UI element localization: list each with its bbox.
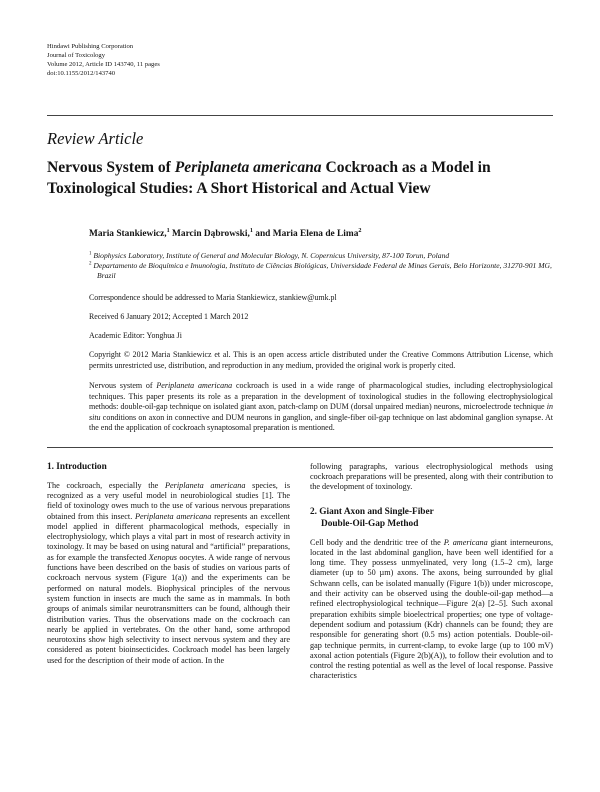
section-1-heading: 1. Introduction (47, 461, 107, 472)
left-column (47, 461, 290, 682)
correspondence-text: Correspondence should be addressed to Maria Stankiewicz, (89, 293, 280, 303)
right-column (310, 461, 553, 682)
abstract-divider (47, 447, 553, 448)
section-2-heading-line2: Double-Oil-Gap Method (321, 518, 419, 529)
intro-paragraph: The cockroach, especially the Periplaneta americana species, is recognized as a very useful model in neurobiological studies [1]. The field of toxinology owes much to the use of various nervous preparations obtained from this insect. Periplaneta americana represents an excellent model applied in different pharmacological methods, especially in electrophysiology, which plays a vital part in most of research activity in toxinology. It may be based on using natural and “artificial” preparations, as for example the transfected Xenopus oocytes. A wide range of nervous functions have been described on the basis of studies on various parts of cockroach nervous system (Figure 1(a)) and the experiments can be performed on natural models. Biophysical principles of the nervous system function in insects are much the same as in mammals. In both groups of animals similar neurotransmitters can be found, although their distribution varies. Thus the observations made on the cockroach can nearly be applied in vertebrates. On the other hand, some arthropod neurotoxins show high selectivity to insect nervous system and they are considered as potent bioinsecticides. Cockroach model has been largely used for the description of their mode of action. In the (47, 480, 291, 665)
academic-editor-line: Academic Editor: Yonghua Ji (89, 331, 182, 341)
front-matter (89, 229, 553, 434)
publisher-name: Hindawi Publishing Corporation (47, 43, 134, 50)
affiliations-block (89, 251, 553, 281)
giant-axon-paragraph: Cell body and the dendritic tree of the P. americana giant interneurons, located in the last abdominal ganglion, have been well identified for a long time. They possess unmyelinated, very long (1.5–2 cm), large diameter (up to 50 µm) axons. The axons, being surrounded by glial Schwann cells, can be isolated manually (Figure 1(b)) under microscope, and their activity can be observed using the double-oil-gap method—a refined electrophysiological technique—Figure 2(a) [2–5]. Such axonal preparation exhibits simple bioelectrical properties; one type of voltage-dependent sodium and potassium (Kdr) channels can be found; they are responsible for generating short (0.5 ms) action potentials. Double-oil-gap technique permits, in current-clamp, to evoke large (up to 100 mV) axonal action potentials (Figure 2(b)(A)), to follow their evolution and to control the resting potential as well as the level of local response. Passive characteristics (310, 537, 554, 681)
section-2-heading (310, 506, 553, 530)
volume-line: Volume 2012, Article ID 143740, 11 pages (47, 61, 160, 68)
header-divider (47, 115, 553, 116)
intro-continuation-paragraph: following paragraphs, various electrophysiological methods using cockroach preparations will be presented, along with their contribution to the development of toxinology. (310, 461, 553, 492)
article-title: Nervous System of Periplaneta americana Cockroach as a Model in Toxinological Studies: A Short Historical and Actual View (47, 159, 491, 197)
doi-line: doi:10.1155/2012/143740 (47, 70, 116, 77)
journal-name: Journal of Toxicology (47, 52, 106, 59)
affiliation-2: $^2$ Departamento de Bioquímica e Imunologia, Instituto de Ciências Biológicas, Universidade Federal de Minas Gerais, Belo Horizonte, 31270-901 MG, Brazil (89, 261, 552, 281)
received-accepted-line: Received 6 January 2012; Accepted 1 March 2012 (89, 312, 249, 322)
two-column-body (47, 461, 553, 682)
abstract-paragraph: Nervous system of Periplaneta americana cockroach is used in a wide range of pharmacological studies, including electrophysiological techniques. This paper presents its role as a preparation in the development of toxinological studies in the following electrophysiological methods: double-oil-gap technique on isolated giant axon, patch-clamp on DUM (dorsal unpaired median) neurons, microelectrode technique in situ conditions on axon in connective and DUM neurons in ganglion, and single-fiber oil-gap technique on last abdominal ganglion synapse. At the end the application of cockroach synaptosomal preparation is mentioned. (89, 381, 553, 433)
correspondence-line (89, 293, 553, 303)
article-type-label: Review Article (47, 129, 144, 148)
section-2-heading-line1: 2. Giant Axon and Single-Fiber (310, 506, 434, 517)
affiliation-1: $^1$ Biophysics Laboratory, Institute of General and Molecular Biology, N. Copernicus University, 87-100 Torun, Poland (89, 251, 450, 261)
copyright-paragraph: Copyright © 2012 Maria Stankiewicz et al. This is an open access article distributed under the Creative Commons Attribution License, which permits unrestricted use, distribution, and reproduction in any medium, provided the original work is properly cited. (89, 350, 553, 370)
publisher-block (47, 42, 553, 78)
authors-line: Maria Stankiewicz,$^1$ Marcin Dąbrowski,$^1$ and Maria Elena de Lima$^2$ (89, 227, 362, 240)
correspondence-email-link[interactable]: stankiew@umk.pl (279, 293, 337, 303)
